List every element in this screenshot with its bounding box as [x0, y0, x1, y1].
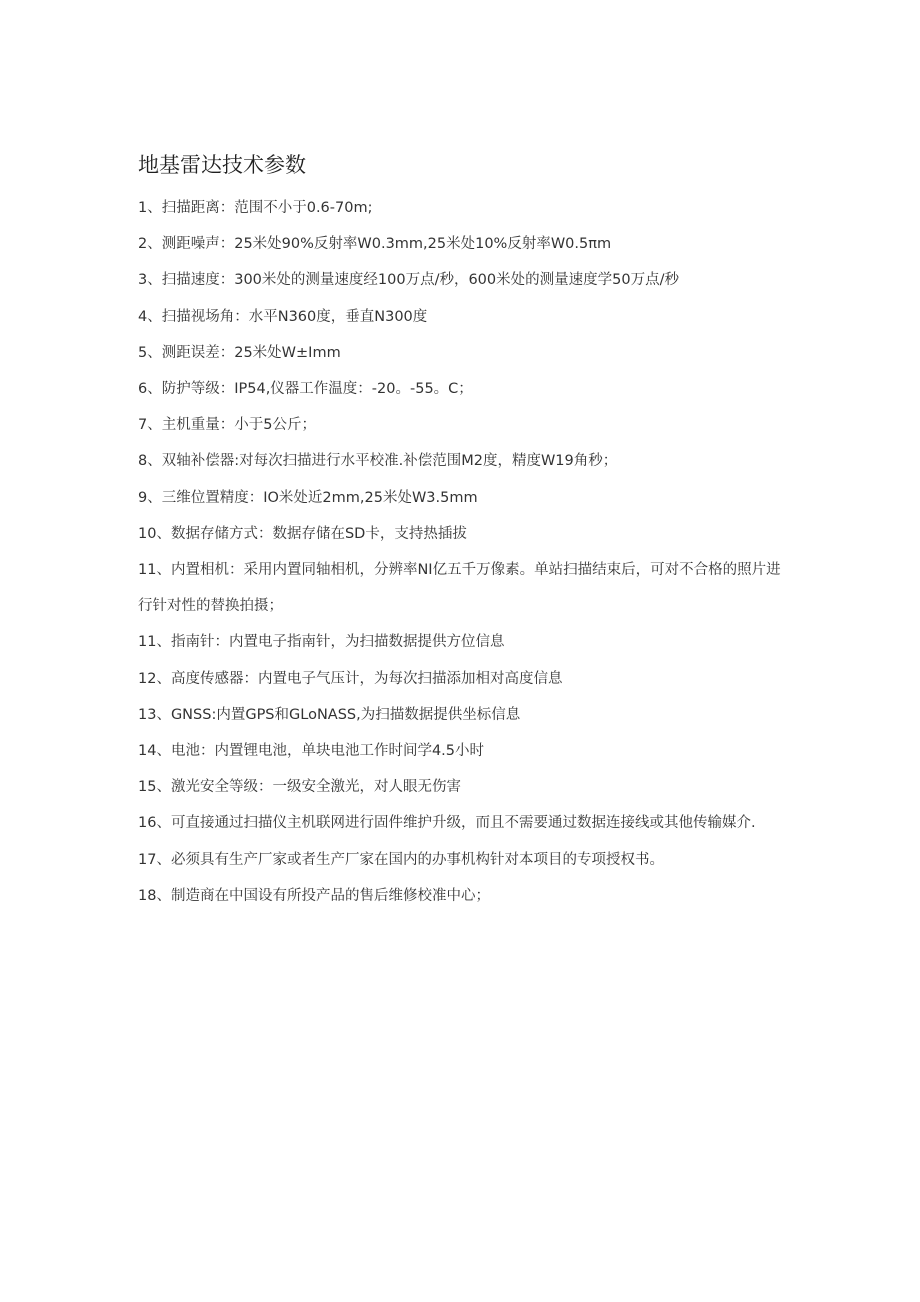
spec-item-10: 10、数据存储方式：数据存储在SD卡，支持热插拔 — [138, 525, 467, 542]
spec-list — [138, 190, 788, 914]
spec-item-1: 1、扫描距离：范围不小于0.6-70m; — [138, 200, 373, 216]
document-title: 地基雷达技术参数 — [138, 153, 306, 177]
spec-item-8: 8、双轴补偿器:对每次扫描进行水平校准.补偿范围M2度，精度W19角秒； — [138, 453, 618, 470]
spec-item-2: 2、测距噪声：25米处90%反射率W0.3mm,25米处10%反射率W0.5πm — [138, 236, 612, 253]
spec-item-5: 5、测距误差：25米处W±Imm — [138, 344, 341, 361]
spec-item-7: 7、主机重量：小于5公斤； — [138, 417, 316, 434]
spec-item-11-compass: 11、指南针：内置电子指南针，为扫描数据提供方位信息 — [138, 634, 505, 651]
spec-item-4: 4、扫描视场角：水平N360度，垂直N300度 — [138, 308, 428, 325]
spec-item-11-camera: 11、内置相机：采用内置同轴相机，分辨率NI亿五千万像素。单站扫描结束后，可对不合格的照片进行针对性的替换拍摄； — [138, 562, 781, 615]
spec-item-16: 16、可直接通过扫描仪主机联网进行固件维护升级，而且不需要通过数据连接线或其他传输媒介. — [138, 815, 756, 832]
spec-item-12: 12、高度传感器：内置电子气压计，为每次扫描添加相对高度信息 — [138, 670, 563, 687]
spec-item-18: 18、制造商在中国设有所投产品的售后维修校准中心； — [138, 887, 490, 904]
spec-item-9: 9、三维位置精度：IO米处近2mm,25米处W3.5mm — [138, 489, 478, 506]
spec-item-14: 14、电池：内置锂电池，单块电池工作时间学4.5小时 — [138, 743, 485, 760]
spec-item-15: 15、激光安全等级：一级安全激光，对人眼无伤害 — [138, 779, 461, 796]
spec-item-13: 13、GNSS:内置GPS和GLoNASS,为扫描数据提供坐标信息 — [138, 706, 521, 723]
spec-item-6: 6、防护等级：IP54,仪器工作温度：-20。-55。C； — [138, 381, 473, 398]
spec-item-17: 17、必须具有生产厂家或者生产厂家在国内的办事机构针对本项目的专项授权书。 — [138, 851, 664, 868]
spec-item-3: 3、扫描速度：300米处的测量速度经100万点/秒，600米处的测量速度学50万点/秒 — [138, 272, 679, 289]
